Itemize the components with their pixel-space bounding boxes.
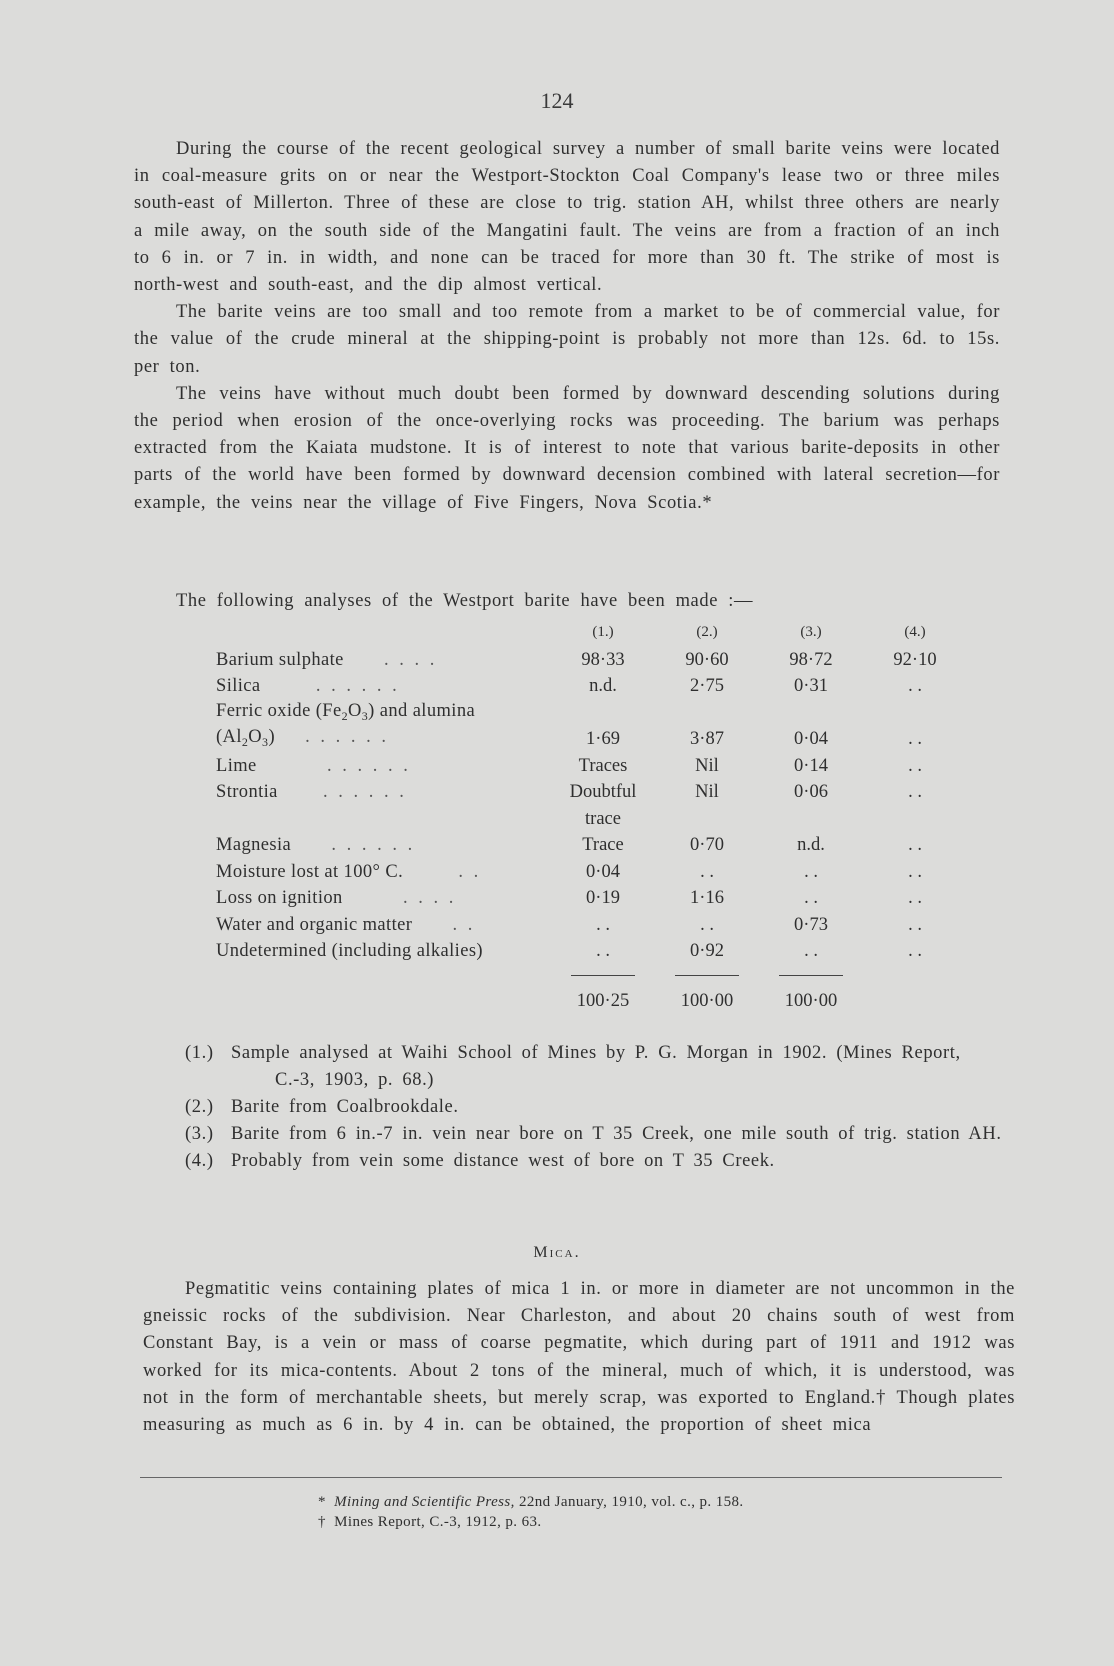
table-row	[216, 724, 967, 751]
table-cell: 0·19	[586, 888, 620, 908]
table-cell: 3·87	[690, 729, 724, 749]
table-cell: 0·04	[794, 729, 828, 749]
table-row	[216, 856, 967, 883]
table-cell: 0·92	[690, 941, 724, 961]
table-cell: 0·04	[586, 861, 620, 882]
table-cell: 0·14	[794, 755, 828, 776]
row-label: Barium sulphate . . . .	[216, 649, 438, 670]
footnote: * Mining and Scientific Press, 22nd January, 1910, vol. c., p. 158.	[318, 1494, 744, 1510]
table-cell: . .	[908, 888, 922, 908]
total-cell: 100·00	[680, 991, 734, 1011]
table-cell: Nil	[695, 782, 719, 802]
total-cell: 100·25	[576, 991, 630, 1011]
note-item: (2.) Barite from Coalbrookdale.	[185, 1097, 459, 1117]
analysis-notes	[185, 1040, 1005, 1175]
table-intro-section	[134, 588, 1000, 615]
page-number: 124	[540, 88, 574, 113]
table-cell: 98·33	[581, 649, 625, 670]
table-cell: . .	[804, 888, 818, 908]
table-cell: n.d.	[797, 835, 825, 855]
row-label: Ferric oxide $(Fe_2O_3)$ and alumina	[216, 700, 476, 723]
row-label: Moisture lost at 100° C. . .	[216, 861, 482, 882]
paragraph-barite-veins: During the course of the recent geological survey a number of small barite veins were located in coal-measure grits on or near the Westport-Stockton Coal Company's lease two or three miles south-east of Millerton. Three of these are close to trig. station AH, whilst three others are nearly a mile away, on the south side of the Mangatini fault. The veins are from a fraction of an inch to 6 in. or 7 in. in width, and none can be traced for more than 30 ft. The strike of most is north-west and south-east, and the dip almost vertical.	[134, 139, 1000, 296]
row-label: Magnesia . . . . . .	[216, 835, 416, 855]
table-intro-text: The following analyses of the Westport barite have been made :—	[176, 591, 754, 611]
row-label: Silica . . . . . .	[216, 676, 400, 696]
table-row	[216, 644, 967, 671]
table-cell: Nil	[695, 755, 719, 776]
table-row	[216, 909, 967, 936]
table-row	[216, 936, 967, 963]
row-label: Water and organic matter . .	[216, 914, 476, 935]
table-cell: trace	[585, 808, 621, 829]
table-cell: . .	[908, 861, 922, 882]
table-row	[216, 883, 967, 910]
table-cell: 0·31	[794, 676, 828, 696]
table-cell: . .	[908, 914, 922, 935]
table-row	[216, 830, 967, 857]
row-label: $(Al_2O_3)$ . . . . . .	[216, 727, 390, 749]
row-label: Loss on ignition . . . .	[216, 888, 457, 908]
paragraph-mica: Pegmatitic veins containing plates of mica 1 in. or more in diameter are not uncommon in the gneissic rocks of the subdivision. Near Charleston, and about 20 chains south of west from Constant Bay, is a vein or mass of coarse pegmatite, which during part of 1911 and 1912 was worked for its mica-contents. About 2 tons of the mineral, much of which, it is understood, was not in the form of merchantable sheets, but merely scrap, was exported to England.† Though plates measuring as much as 6 in. by 4 in. can be obtained, the proportion of sheet mica	[143, 1279, 1015, 1436]
column-header: (2.)	[696, 623, 718, 640]
table-cell: . .	[908, 941, 922, 961]
footnote-divider	[140, 1477, 1002, 1478]
table-cell: Traces	[578, 755, 628, 776]
table-cell: 1·16	[690, 888, 724, 908]
mica-section	[143, 1276, 1015, 1439]
table-cell: . .	[908, 835, 922, 855]
row-label: Strontia . . . . . .	[216, 782, 407, 802]
intro-section	[134, 136, 1000, 517]
column-header: (1.)	[592, 623, 614, 640]
table-cell: 2·75	[690, 676, 724, 696]
table-cell: 0·70	[690, 835, 724, 855]
table-row	[216, 750, 967, 777]
table-cell: Trace	[582, 835, 624, 855]
table-cell: . .	[596, 914, 610, 935]
table-cell: 1·69	[586, 729, 620, 749]
table-header-row	[216, 620, 967, 644]
table-row	[216, 803, 967, 830]
paragraph-formation: The veins have without much doubt been formed by downward descending solutions during the period when erosion of the once-overlying rocks was proceeding. The barium was perhaps extracted from the Kaiata mudstone. It is of interest to note that various barite-deposits in other parts of the world have been formed by downward decension combined with lateral secretion—for example, the veins near the village of Five Fingers, Nova Scotia.*	[134, 383, 1000, 513]
table-cell: . .	[908, 782, 922, 802]
analysis-table	[216, 620, 967, 1012]
table-cell: 0·06	[794, 782, 828, 802]
table-cell: . .	[804, 861, 818, 882]
section-title-mica: Mica.	[533, 1244, 581, 1261]
table-row	[216, 697, 967, 724]
table-cell: . .	[908, 755, 922, 776]
table-rule-row	[216, 962, 967, 976]
table-cell: . .	[908, 729, 922, 749]
table-row	[216, 671, 967, 698]
row-label: Undetermined (including alkalies)	[216, 941, 483, 961]
table-row	[216, 777, 967, 804]
paragraph-commercial-value: The barite veins are too small and too remote from a market to be of commercial value, for the value of the crude mineral at the shipping-point is probably not more than 12s. 6d. to 15s. per ton.	[134, 302, 1000, 377]
table-cell: . .	[700, 914, 714, 935]
column-header: (3.)	[800, 623, 822, 640]
note-item: (3.) Barite from 6 in.-7 in. vein near bore on T 35 Creek, one mile south of trig. station AH.	[185, 1124, 1002, 1144]
table-cell: 98·72	[789, 649, 833, 670]
table-cell: 0·73	[794, 914, 828, 935]
footnote: † Mines Report, C.-3, 1912, p. 63.	[318, 1514, 542, 1530]
table-cell: . .	[596, 941, 610, 961]
table-cell: 90·60	[685, 649, 729, 670]
table-cell: . .	[908, 676, 922, 696]
total-cell: 100·00	[784, 991, 838, 1011]
table-cell: Doubtful	[569, 782, 637, 802]
table-cell: . .	[700, 861, 714, 882]
note-item: (4.) Probably from vein some distance west of bore on T 35 Creek.	[185, 1151, 775, 1171]
row-label: Lime . . . . . .	[216, 755, 411, 776]
table-cell: . .	[804, 941, 818, 961]
totals-row	[216, 976, 967, 1012]
note-item: (1.) Sample analysed at Waihi School of Mines by P. G. Morgan in 1902. (Mines Report, C.-3, 1903, p. 68.)	[185, 1043, 961, 1090]
table-cell: n.d.	[589, 676, 617, 696]
table-cell: 92·10	[893, 649, 937, 670]
column-header: (4.)	[904, 623, 926, 640]
footnotes	[318, 1492, 744, 1532]
